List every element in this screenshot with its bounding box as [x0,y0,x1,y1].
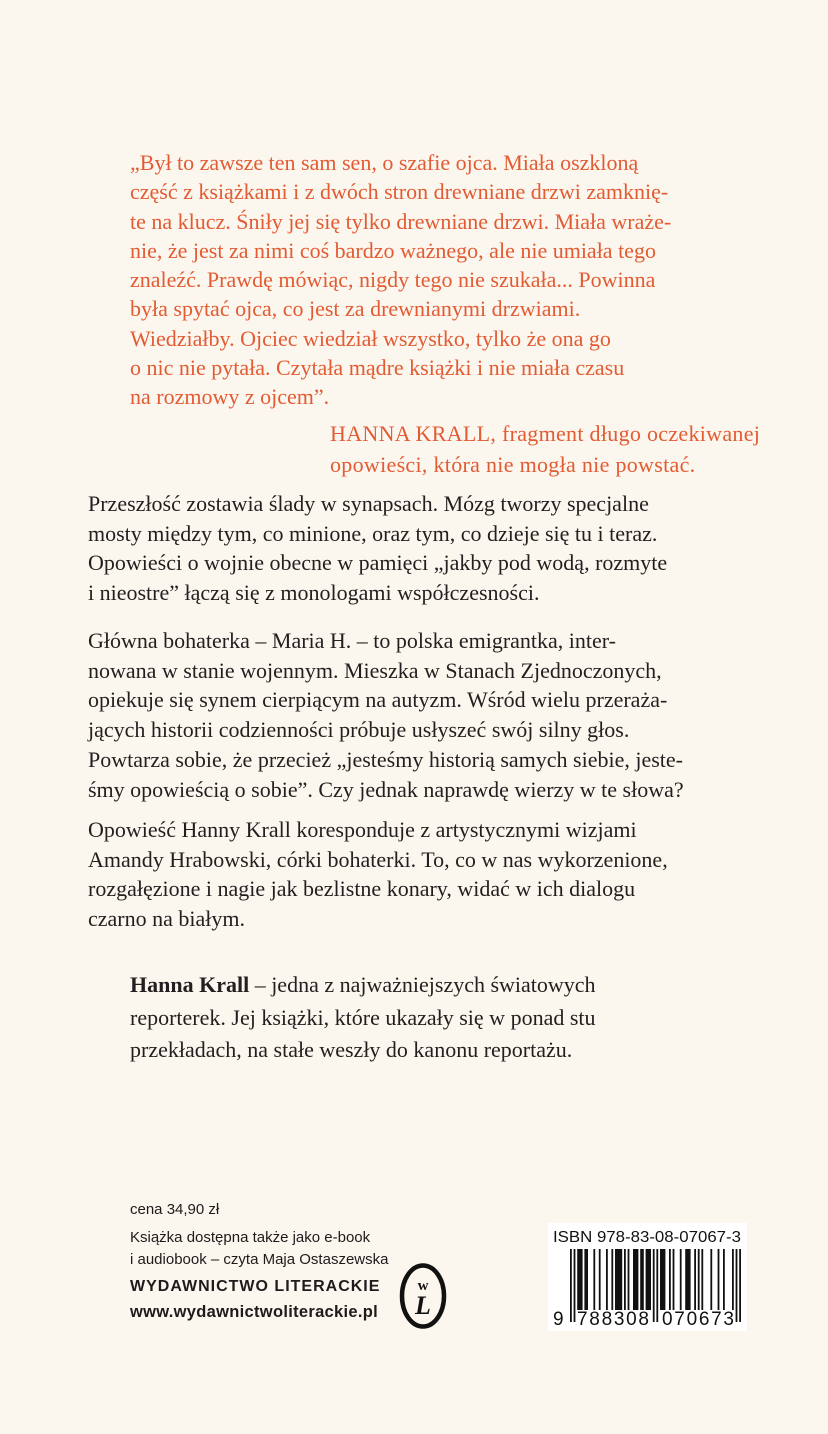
barcode-bar [732,1249,734,1310]
quote-line: Wiedziałby. Ojciec wiedział wszystko, tylko że ona go [130,325,611,351]
blurb-line: rozgałęzione i nagie jak bezlistne konary, widać w ich dialogu [88,876,636,902]
barcode-bar [736,1249,738,1322]
availability-line: Książka dostępna także jako e-book [130,1229,371,1246]
barcode-bar [593,1249,595,1310]
barcode-bar [685,1249,690,1310]
quote-line: na rozmowy z ojcem”. [130,384,330,410]
blurb-paragraph [88,489,667,608]
blurb-line: Główna bohaterka – Maria H. – to polska emigrantka, inter- [88,628,617,653]
quote-line: znaleźć. Prawdę mówiąc, nigdy tego nie szukała... Powinna [130,267,656,293]
blurb-line: Powtarza sobie, że przecież „jesteśmy historią samych siebie, jeste- [88,746,683,772]
barcode-bar [624,1249,626,1310]
quote-attribution [330,418,760,480]
barcode-bar [640,1249,644,1310]
blurb-line: opiekuje się synem cierpiącym na autyzm. Wśród wielu przeraża- [88,687,668,713]
barcode-bar [718,1249,720,1310]
barcode-digit-first: 9 [553,1309,564,1330]
barcode-bar [570,1249,572,1322]
barcode-bar [673,1249,675,1310]
author-bio [130,969,596,1067]
quote-line: o nic nie pytała. Czytała mądre książki i nie miała czasu [130,355,625,381]
barcode [548,1223,747,1331]
barcode-bar [615,1249,622,1310]
barcode-bar [606,1249,608,1310]
barcode-bar [577,1249,582,1310]
barcode-bar [669,1249,671,1310]
bio-text: – jedna z najważniejszych światowych [254,972,596,997]
logo-letter-bottom: L [415,1291,431,1320]
author-name: Hanna Krall [130,972,250,997]
barcode-digits-left: 788308 [577,1309,649,1330]
quote-line: te na klucz. Śniły jej się tylko drewniane drzwi. Miała wraże- [130,208,672,234]
blurb-line: Opowieść Hanny Krall koresponduje z artystycznymi wizjami [88,817,637,842]
barcode-bar [653,1249,655,1322]
blurb-line: i nieostre” łączą się z monologami współczesności. [88,580,540,606]
barcode-bar [680,1249,682,1310]
attribution-line: opowieści, która nie mogła nie powstać. [330,452,696,477]
quote-line: była spytać ojca, co jest za drewnianymi drzwiami. [130,296,581,322]
barcode-bar [739,1249,741,1322]
blurb-line: Przeszłość zostawia ślady w synapsach. Mózg tworzy specjalne [88,491,649,516]
blurb-line: Amandy Hrabowski, córki bohaterki. To, co w nas wykorzenione, [88,846,668,872]
blurb-paragraph [88,626,684,804]
blurb-line: jących historii codzienności próbuje usłyszeć swój silny głos. [88,717,630,743]
barcode-bar [660,1249,665,1310]
quote-line: część z książkami i z dwóch stron drewniane drzwi zamknię- [130,179,669,205]
publisher-logo [397,1262,449,1330]
blurb-line: śmy opowieścią o sobie”. Czy jednak naprawdę wierzy w te słowa? [88,776,684,802]
bio-line [130,969,596,1002]
barcode-digits-right: 070673 [662,1309,734,1330]
blurb-line: mosty między tym, co minione, oraz tym, co dzieje się tu i teraz. [88,520,658,546]
blurb-line: nowana w stanie wojennym. Mieszka w Stanach Zjednoczonych, [88,657,662,683]
blurb-line: czarno na białym. [88,906,245,932]
bio-line: reporterek. Jej książki, które ukazały się w ponad stu [130,1004,596,1030]
blurb-paragraph [88,815,668,934]
barcode-bar [701,1249,703,1310]
barcode-bar [723,1249,725,1310]
barcode-bar [694,1249,696,1310]
quote-line: nie, że jest za nimi coś bardzo ważnego, ale nie umiała tego [130,237,656,263]
barcode-bar [611,1249,613,1310]
publisher-name: WYDAWNICTWO LITERACKIE [130,1278,381,1295]
bio-line: przekładach, na stałe weszły do kanonu reportażu. [130,1037,573,1062]
isbn-label: ISBN 978-83-08-07067-3 [553,1229,742,1246]
barcode-bar [710,1249,712,1310]
barcode-bar [646,1249,651,1310]
barcode-bar [633,1249,638,1310]
quote-block [130,148,671,412]
barcode-bar [574,1249,576,1322]
barcode-bar [599,1249,601,1310]
barcode-bar [628,1249,630,1310]
price: cena 34,90 zł [130,1201,220,1218]
barcode-bar [656,1249,658,1322]
publisher-website: www.wydawnictwoliterackie.pl [130,1303,379,1321]
blurb-line: Opowieści o wojnie obecne w pamięci „jakby pod wodą, rozmyte [88,550,668,576]
quote-line: „Był to zawsze ten sam sen, o szafie ojca. Miała oszkloną [130,150,639,175]
logo-letter-top: w [417,1278,429,1294]
barcode-bar [584,1249,588,1310]
attribution-line: HANNA KRALL, fragment długo oczekiwanej [330,421,761,446]
availability-note [130,1227,388,1270]
availability-line: i audiobook – czyta Maja Ostaszewska [130,1250,389,1268]
barcode-bar [698,1249,700,1310]
